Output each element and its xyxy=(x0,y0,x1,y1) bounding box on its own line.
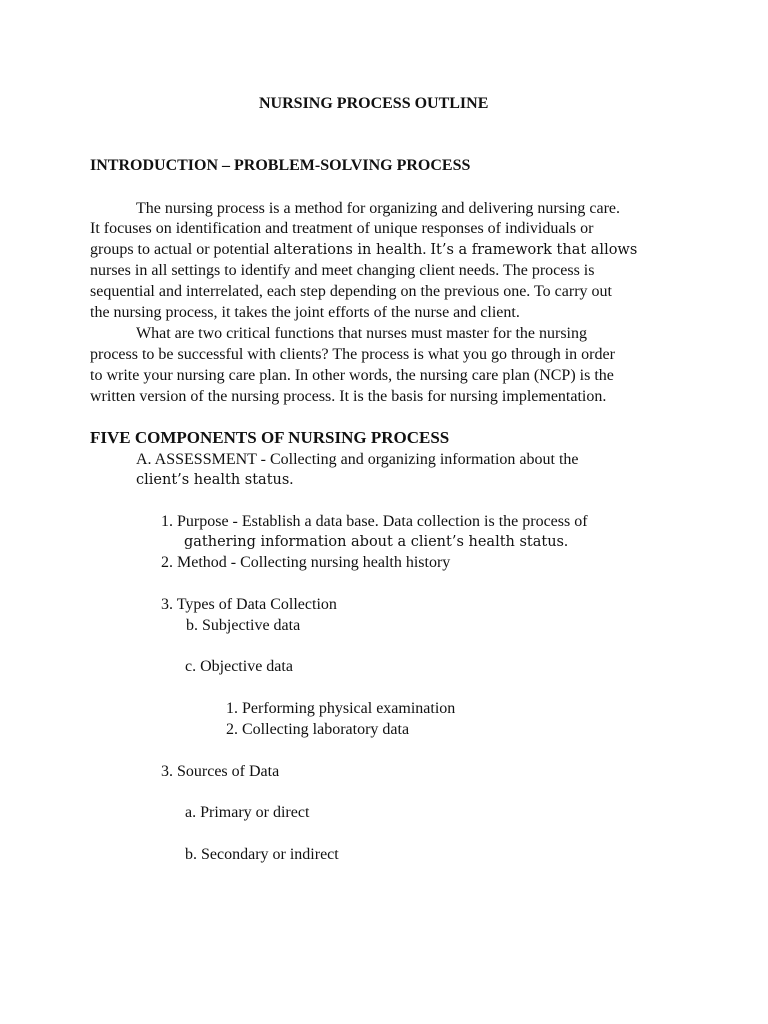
intro-para1-line4: nurses in all settings to identify and meet changing client needs. The process is xyxy=(90,262,595,279)
assessment-line2-punct: . xyxy=(289,471,294,488)
intro-heading: INTRODUCTION – PROBLEM-SOLVING PROCESS xyxy=(90,157,471,174)
intro-para1-line2: It focuses on identification and treatment of unique responses of individuals or xyxy=(90,220,594,237)
primary-direct-line: a. Primary or direct xyxy=(185,804,310,821)
intro-para1-line3-text: groups to actual or potential xyxy=(90,241,274,258)
types-of-data-line: 3. Types of Data Collection xyxy=(161,596,337,613)
method-line: 2. Method - Collecting nursing health history xyxy=(161,554,451,571)
components-heading: FIVE COMPONENTS OF NURSING PROCESS xyxy=(90,428,450,447)
clients-health-status-text: client’s health status xyxy=(136,472,290,488)
secondary-indirect-line: b. Secondary or indirect xyxy=(185,846,339,863)
gathering-information-text: gathering information about a client’s health status xyxy=(184,534,564,550)
lab-data-line: 2. Collecting laboratory data xyxy=(226,721,410,738)
intro-para1-line5: sequential and interrelated, each step depending on the previous one. To carry out xyxy=(90,283,612,300)
alterations-in-health-text: alterations in health xyxy=(273,242,423,258)
intro-para1-line3 xyxy=(90,240,637,260)
sources-of-data-line: 3. Sources of Data xyxy=(161,763,280,780)
purpose-line1: 1. Purpose - Establish a data base. Data collection is the process of xyxy=(161,513,588,530)
intro-para2-line3: to write your nursing care plan. In other words, the nursing care plan (NCP) is the xyxy=(90,367,614,384)
intro-para2-line1: What are two critical functions that nurses must master for the nursing xyxy=(136,325,587,342)
assessment-line1: A. ASSESSMENT - Collecting and organizing information about the xyxy=(136,451,579,468)
objective-data-line: c. Objective data xyxy=(185,658,293,675)
subjective-data-line: b. Subjective data xyxy=(186,617,301,634)
physical-exam-line: 1. Performing physical examination xyxy=(226,700,456,717)
intro-para1-line6: the nursing process, it takes the joint efforts of the nurse and client. xyxy=(90,304,520,321)
intro-para1-line1: The nursing process is a method for organizing and delivering nursing care. xyxy=(136,200,621,217)
intro-para1-line3-punct: . xyxy=(422,241,431,258)
purpose-line2-punct: . xyxy=(564,533,568,550)
assessment-line2 xyxy=(136,470,293,490)
purpose-line2 xyxy=(184,532,568,552)
intro-para2-line2: process to be successful with clients? The process is what you go through in order xyxy=(90,346,615,363)
framework-text: It’s a framework that allows xyxy=(430,242,638,258)
intro-para2-line4: written version of the nursing process. It is the basis for nursing implementation. xyxy=(90,388,607,405)
page-title: NURSING PROCESS OUTLINE xyxy=(259,95,489,112)
